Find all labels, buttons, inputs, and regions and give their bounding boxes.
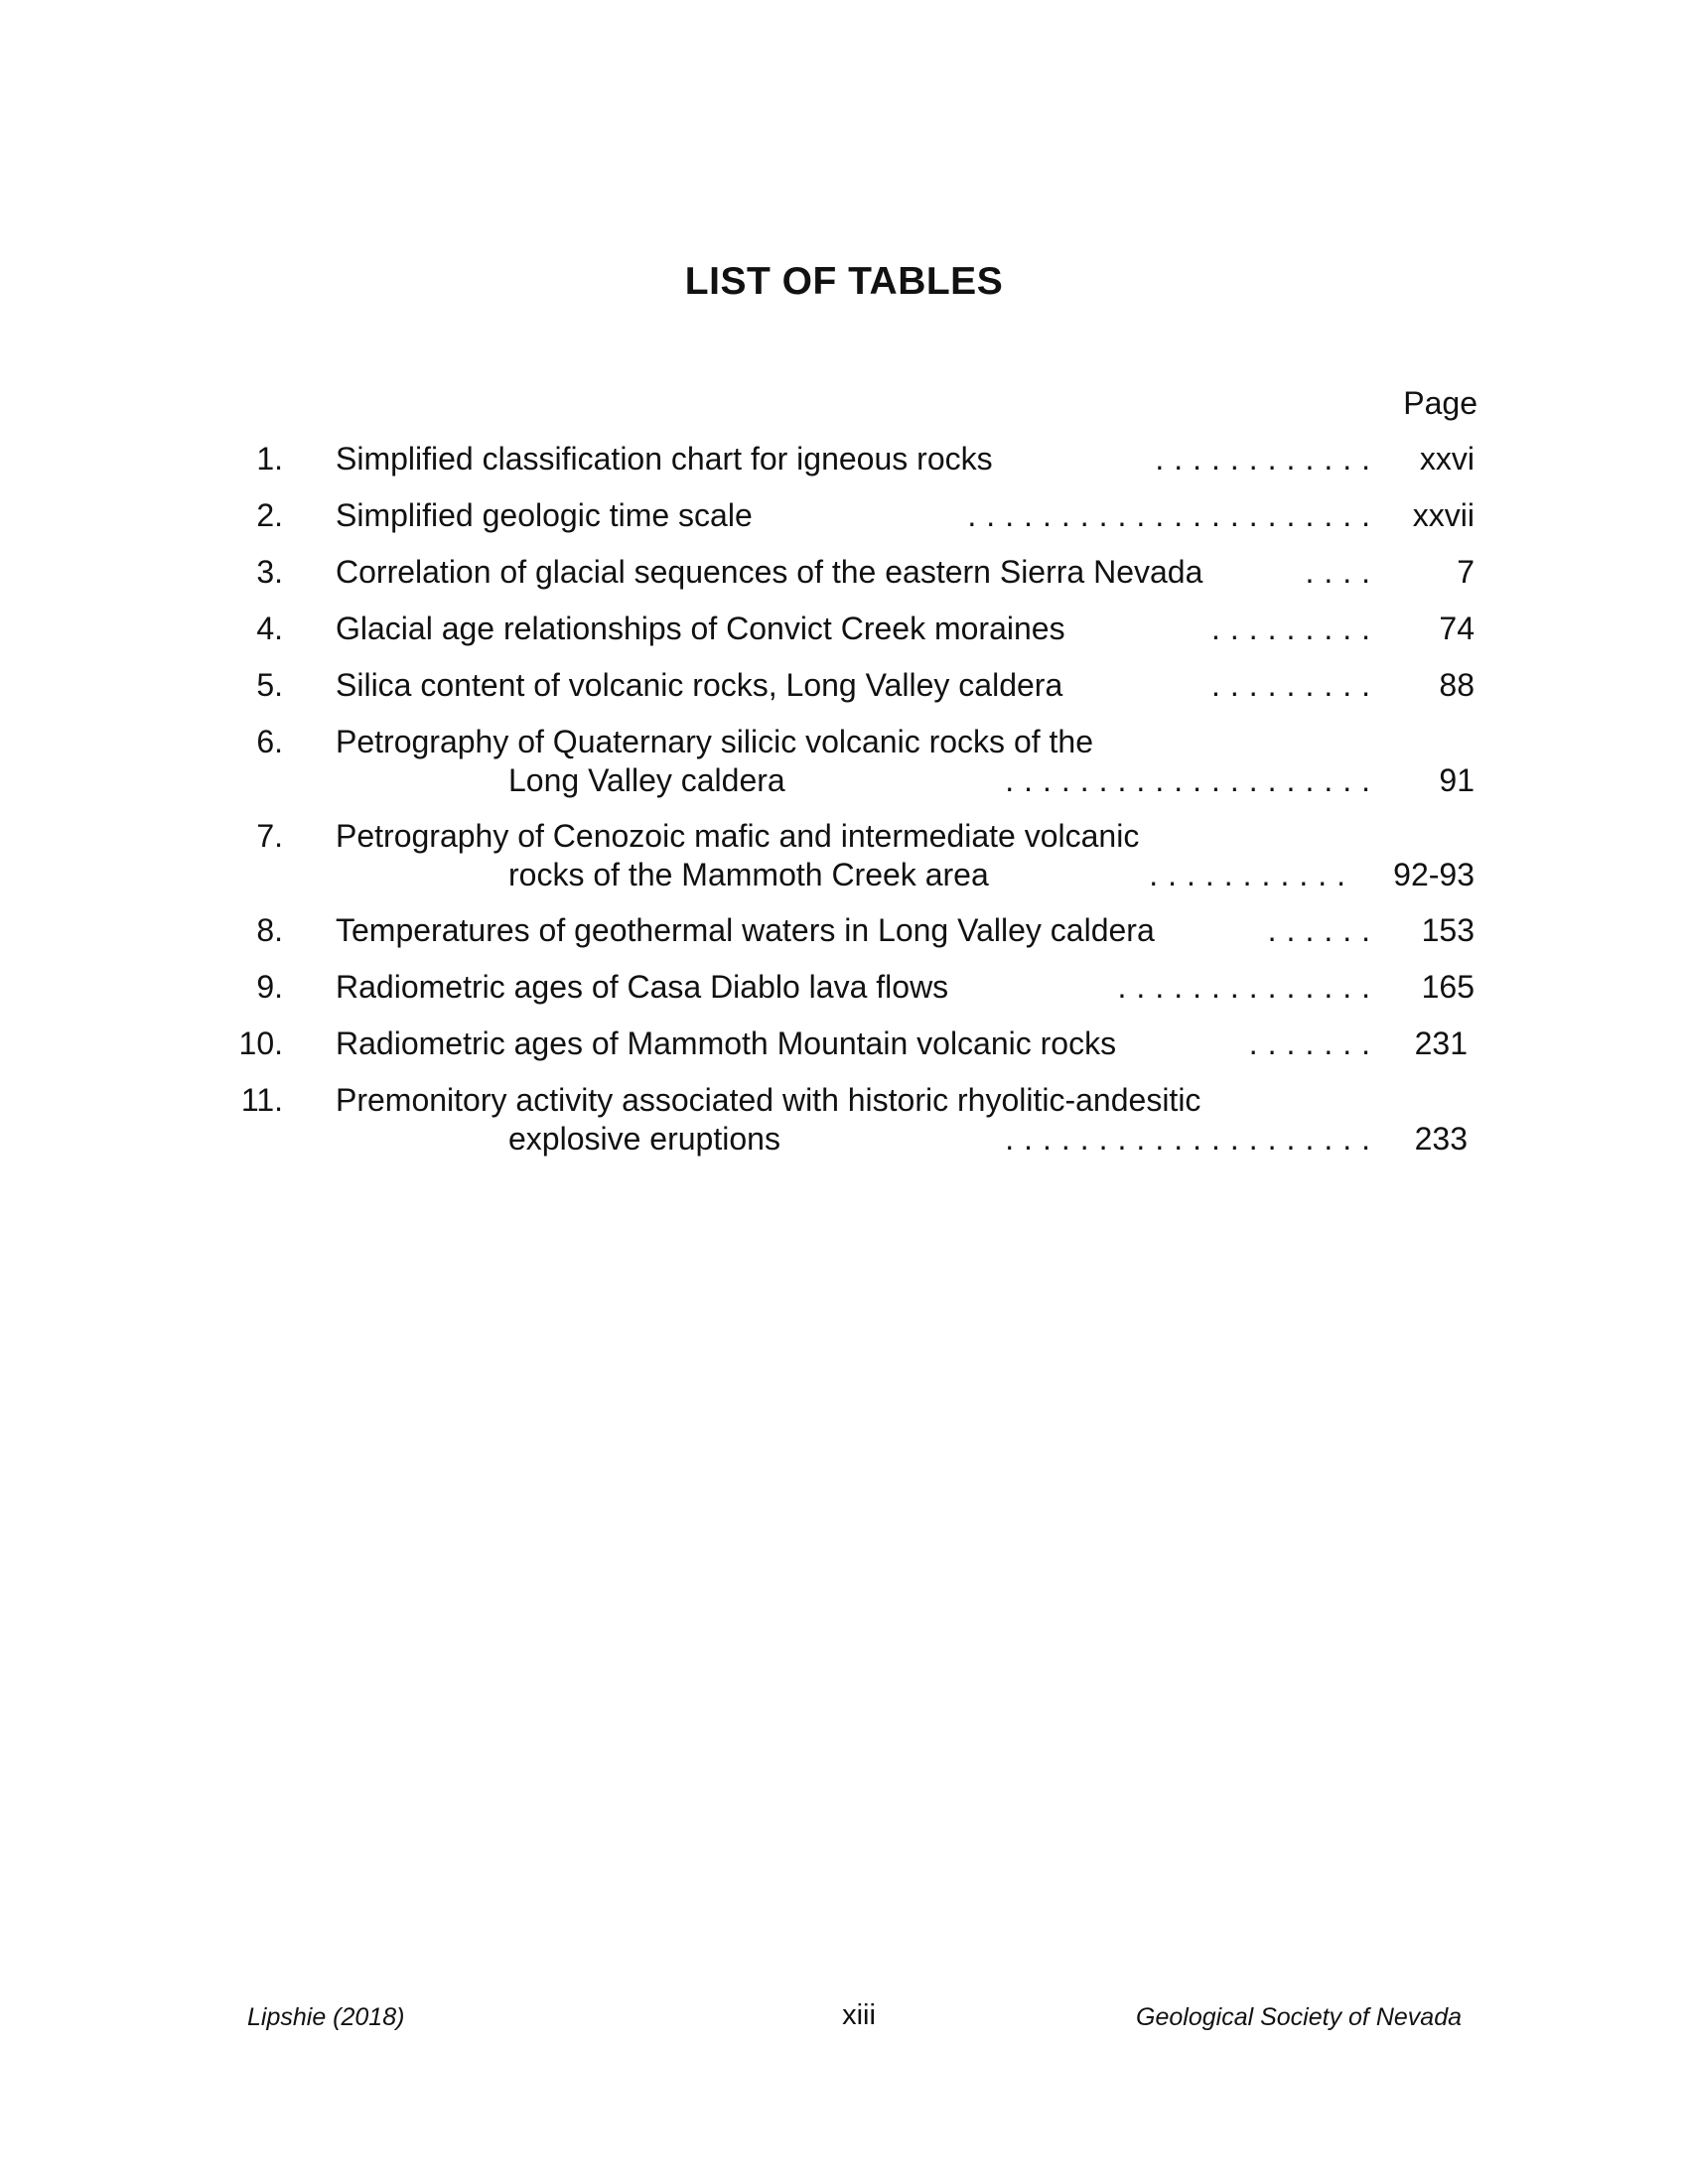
entry-number: 11. — [240, 1082, 283, 1118]
list-item[interactable] — [0, 722, 1688, 761]
list-item[interactable] — [0, 552, 1688, 592]
entry-title: Glacial age relationships of Convict Creek moraines — [336, 611, 1065, 646]
dot-leader: .............. — [1117, 969, 1380, 1005]
list-item-continuation[interactable] — [0, 760, 1688, 800]
dot-leader: ....... — [1248, 1025, 1380, 1061]
entry-title-continuation: rocks of the Mammoth Creek area — [508, 857, 989, 892]
entry-number: 6. — [256, 724, 283, 759]
list-item[interactable] — [0, 609, 1688, 648]
dot-leader: .................... — [1005, 1121, 1380, 1157]
list-item[interactable] — [0, 816, 1688, 856]
dot-leader: ...... — [1267, 912, 1380, 948]
entry-title: Radiometric ages of Mammoth Mountain volcanic rocks — [336, 1025, 1117, 1061]
entry-page: 153 — [1421, 912, 1475, 948]
dot-leader: .................... — [1005, 762, 1380, 798]
entry-number: 5. — [256, 667, 283, 703]
page-title: LIST OF TABLES — [684, 260, 1004, 303]
list-item-continuation[interactable] — [0, 855, 1688, 894]
entry-page: 74 — [1439, 611, 1475, 646]
entry-number: 1. — [256, 441, 283, 477]
dot-leader: ........... — [1149, 857, 1355, 892]
dot-leader: ............ — [1155, 441, 1380, 477]
entry-title: Silica content of volcanic rocks, Long Valley caldera — [336, 667, 1063, 703]
list-item-continuation[interactable] — [0, 1119, 1688, 1159]
list-item[interactable] — [0, 665, 1688, 705]
entry-page: 92-93 — [1393, 857, 1475, 892]
entry-page: 231 — [1414, 1025, 1468, 1061]
entry-page: 165 — [1421, 969, 1475, 1005]
entry-number: 9. — [256, 969, 283, 1005]
list-item[interactable] — [0, 439, 1688, 478]
entry-page: xxvi — [1419, 441, 1475, 477]
entry-page: 88 — [1439, 667, 1475, 703]
entry-page: 7 — [1457, 554, 1475, 590]
list-item[interactable] — [0, 1080, 1688, 1120]
entry-title: Simplified geologic time scale — [336, 497, 753, 533]
entry-title-continuation: Long Valley caldera — [508, 762, 785, 798]
entry-title-continuation: explosive eruptions — [508, 1121, 780, 1157]
entry-title: Premonitory activity associated with historic rhyolitic-andesitic — [336, 1082, 1201, 1118]
entry-title: Petrography of Quaternary silicic volcanic rocks of the — [336, 724, 1093, 759]
dot-leader: ......... — [1210, 611, 1380, 646]
page-footer — [0, 1999, 1688, 2043]
footer-page-number: xiii — [842, 1999, 876, 2031]
entry-title: Petrography of Cenozoic mafic and intermediate volcanic — [336, 818, 1140, 854]
dot-leader: ...................... — [967, 497, 1380, 533]
entry-title: Radiometric ages of Casa Diablo lava flows — [336, 969, 949, 1005]
entry-number: 2. — [256, 497, 283, 533]
list-item[interactable] — [0, 910, 1688, 950]
list-item[interactable] — [0, 1024, 1688, 1063]
entry-page: 233 — [1414, 1121, 1468, 1157]
dot-leader: ......... — [1210, 667, 1380, 703]
entry-page: 91 — [1439, 762, 1475, 798]
entry-title: Simplified classification chart for igneous rocks — [336, 441, 993, 477]
entry-number: 10. — [238, 1025, 283, 1061]
entry-page: xxvii — [1412, 497, 1475, 533]
list-item[interactable] — [0, 495, 1688, 535]
entry-number: 4. — [256, 611, 283, 646]
page-column-header: Page — [1403, 385, 1477, 421]
dot-leader: .... — [1305, 554, 1380, 590]
entry-title: Correlation of glacial sequences of the eastern Sierra Nevada — [336, 554, 1203, 590]
list-item[interactable] — [0, 967, 1688, 1007]
footer-publisher: Geological Society of Nevada — [1136, 2003, 1462, 2031]
entry-title: Temperatures of geothermal waters in Long Valley caldera — [336, 912, 1155, 948]
entry-number: 7. — [256, 818, 283, 854]
footer-citation: Lipshie (2018) — [247, 2003, 405, 2031]
entry-number: 8. — [256, 912, 283, 948]
entry-number: 3. — [256, 554, 283, 590]
